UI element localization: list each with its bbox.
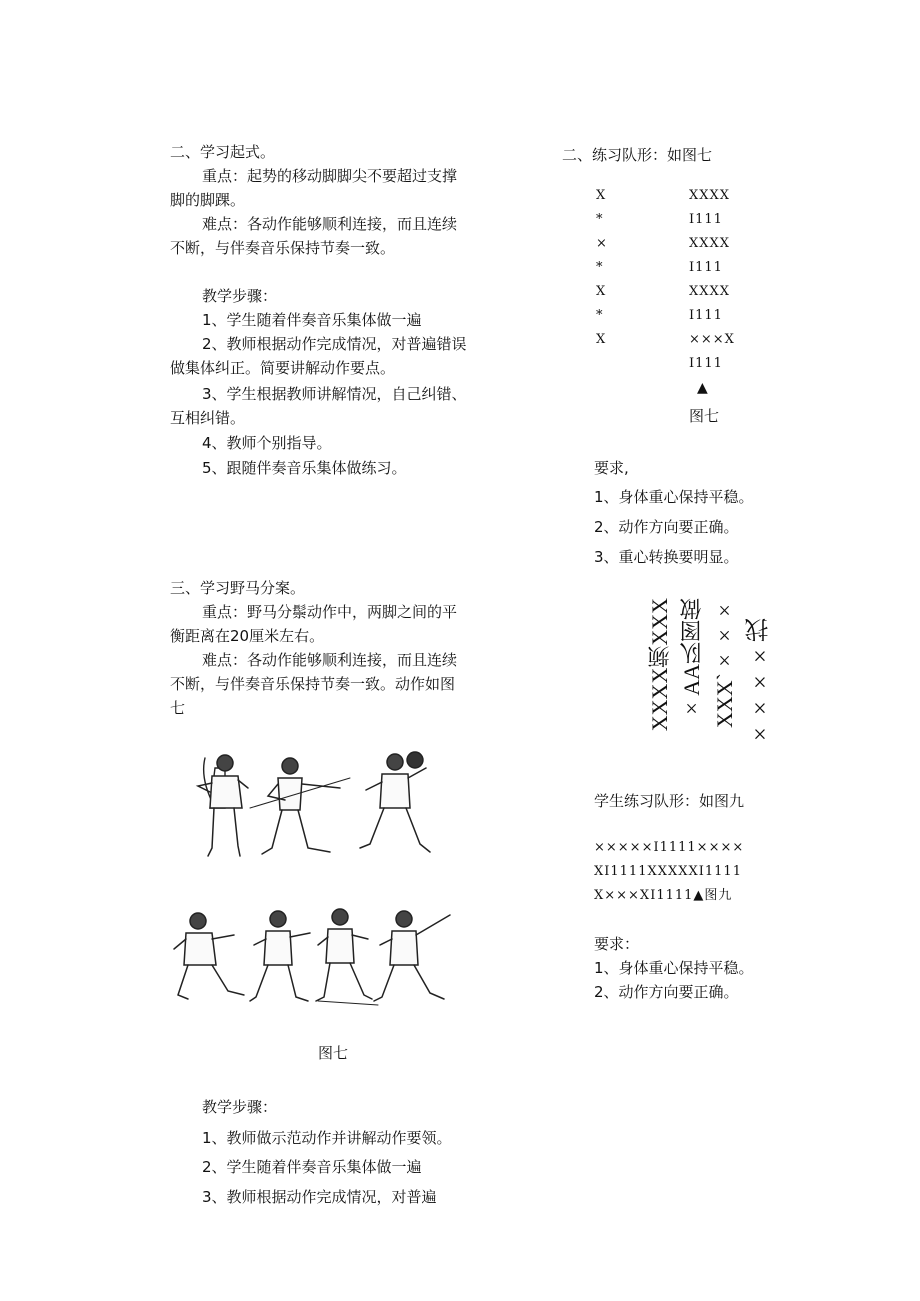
formation-title: 二、练习队形：如图七 bbox=[562, 146, 713, 164]
step-4: 4、教师个别指导。 bbox=[202, 434, 332, 452]
requirement-2: 2、动作方向要正确。 bbox=[594, 518, 739, 536]
formation-left-mark: X bbox=[596, 284, 607, 299]
formation-right-row: I111 bbox=[689, 212, 723, 227]
requirement-3: 3、重心转换要明显。 bbox=[594, 548, 739, 566]
triangle-icon: ▲ bbox=[697, 380, 708, 396]
section-2-difficulty-cont: 不断，与伴奏音乐保持节奏一致。 bbox=[170, 239, 396, 257]
figure-head bbox=[407, 752, 423, 768]
section-2-difficulty: 难点：各动作能够顺利连接，而且连续 bbox=[202, 215, 458, 233]
tai-chi-figures-row-1 bbox=[190, 748, 450, 868]
rotated-formation-col-2: ×AA队图做 bbox=[679, 598, 704, 721]
figure-7-formation-caption: 图七 bbox=[689, 407, 720, 425]
requirements-2-title: 要求： bbox=[594, 935, 640, 953]
steps-2-item-2: 2、学生随着伴奏音乐集体做一遍 bbox=[202, 1158, 422, 1176]
steps-2-item-3: 3、教师根据动作完成情况，对普遍 bbox=[202, 1188, 437, 1206]
formation-left-mark: * bbox=[596, 308, 604, 323]
section-2-key-point-cont: 脚的脚踝。 bbox=[170, 191, 246, 209]
requirements-title: 要求, bbox=[594, 459, 629, 477]
step-5: 5、跟随伴奏音乐集体做练习。 bbox=[202, 459, 407, 477]
requirement-1: 1、身体重心保持平稳。 bbox=[594, 488, 754, 506]
rotated-formation-col-4: ××××找 bbox=[747, 618, 773, 746]
formation-left-mark: X bbox=[596, 188, 607, 203]
section-2-key-point: 重点：起势的移动脚脚尖不要超过支撑 bbox=[202, 167, 458, 185]
section-3-key-point-cont: 衡距离在20厘米左右。 bbox=[170, 627, 325, 645]
section-3-difficulty-cont2: 七 bbox=[170, 699, 186, 717]
requirements-2-item-2: 2、动作方向要正确。 bbox=[594, 983, 739, 1001]
step-2-cont: 做集体纠正。简要讲解动作要点。 bbox=[170, 359, 396, 377]
tai-chi-figures-row-2 bbox=[168, 905, 458, 1015]
rotated-formation-col-1: XXXX频XXX bbox=[647, 598, 672, 732]
rotated-formation-col-3: XXX`××× bbox=[712, 598, 737, 728]
figure-9-line-2: XI1111XXXXXI1111 bbox=[594, 864, 742, 879]
step-2: 2、教师根据动作完成情况，对普遍错误 bbox=[202, 335, 467, 353]
step-1: 1、学生随着伴奏音乐集体做一遍 bbox=[202, 311, 422, 329]
teaching-steps-2-title: 教学步骤： bbox=[202, 1098, 278, 1116]
formation-right-row: ×××X bbox=[689, 332, 735, 347]
formation-left-mark: * bbox=[596, 212, 604, 227]
figure-9-line-1: ×××××I1111×××× bbox=[594, 840, 745, 855]
figure-7-caption: 图七 bbox=[318, 1044, 349, 1062]
formation-left-mark: * bbox=[596, 260, 604, 275]
section-3-title: 三、学习野马分案。 bbox=[170, 579, 306, 597]
formation-left-mark: × bbox=[596, 236, 608, 251]
formation-right-row: XXXX bbox=[689, 236, 731, 251]
formation-right-row: I111 bbox=[689, 356, 723, 371]
step-3: 3、学生根据教师讲解情况，自己纠错、 bbox=[202, 385, 467, 403]
teaching-steps-title: 教学步骤： bbox=[202, 287, 278, 305]
formation-right-row: XXXX bbox=[689, 188, 731, 203]
requirements-2-item-1: 1、身体重心保持平稳。 bbox=[594, 959, 754, 977]
section-3-difficulty: 难点：各动作能够顺利连接，而且连续 bbox=[202, 651, 458, 669]
section-2-title: 二、学习起式。 bbox=[170, 143, 276, 161]
step-3-cont: 互相纠错。 bbox=[170, 409, 246, 427]
figure-9-title: 学生练习队形：如图九 bbox=[594, 792, 745, 810]
figure-9-line-3: X×××XI1111▲图九 bbox=[594, 888, 733, 903]
formation-left-mark: X bbox=[596, 332, 607, 347]
section-3-difficulty-cont: 不断，与伴奏音乐保持节奏一致。动作如图 bbox=[170, 675, 456, 693]
steps-2-item-1: 1、教师做示范动作并讲解动作要领。 bbox=[202, 1129, 452, 1147]
formation-right-row: XXXX bbox=[689, 284, 731, 299]
formation-right-row: I111 bbox=[689, 260, 723, 275]
formation-right-row: I111 bbox=[689, 308, 723, 323]
section-3-key-point: 重点：野马分鬃动作中，两脚之间的平 bbox=[202, 603, 458, 621]
